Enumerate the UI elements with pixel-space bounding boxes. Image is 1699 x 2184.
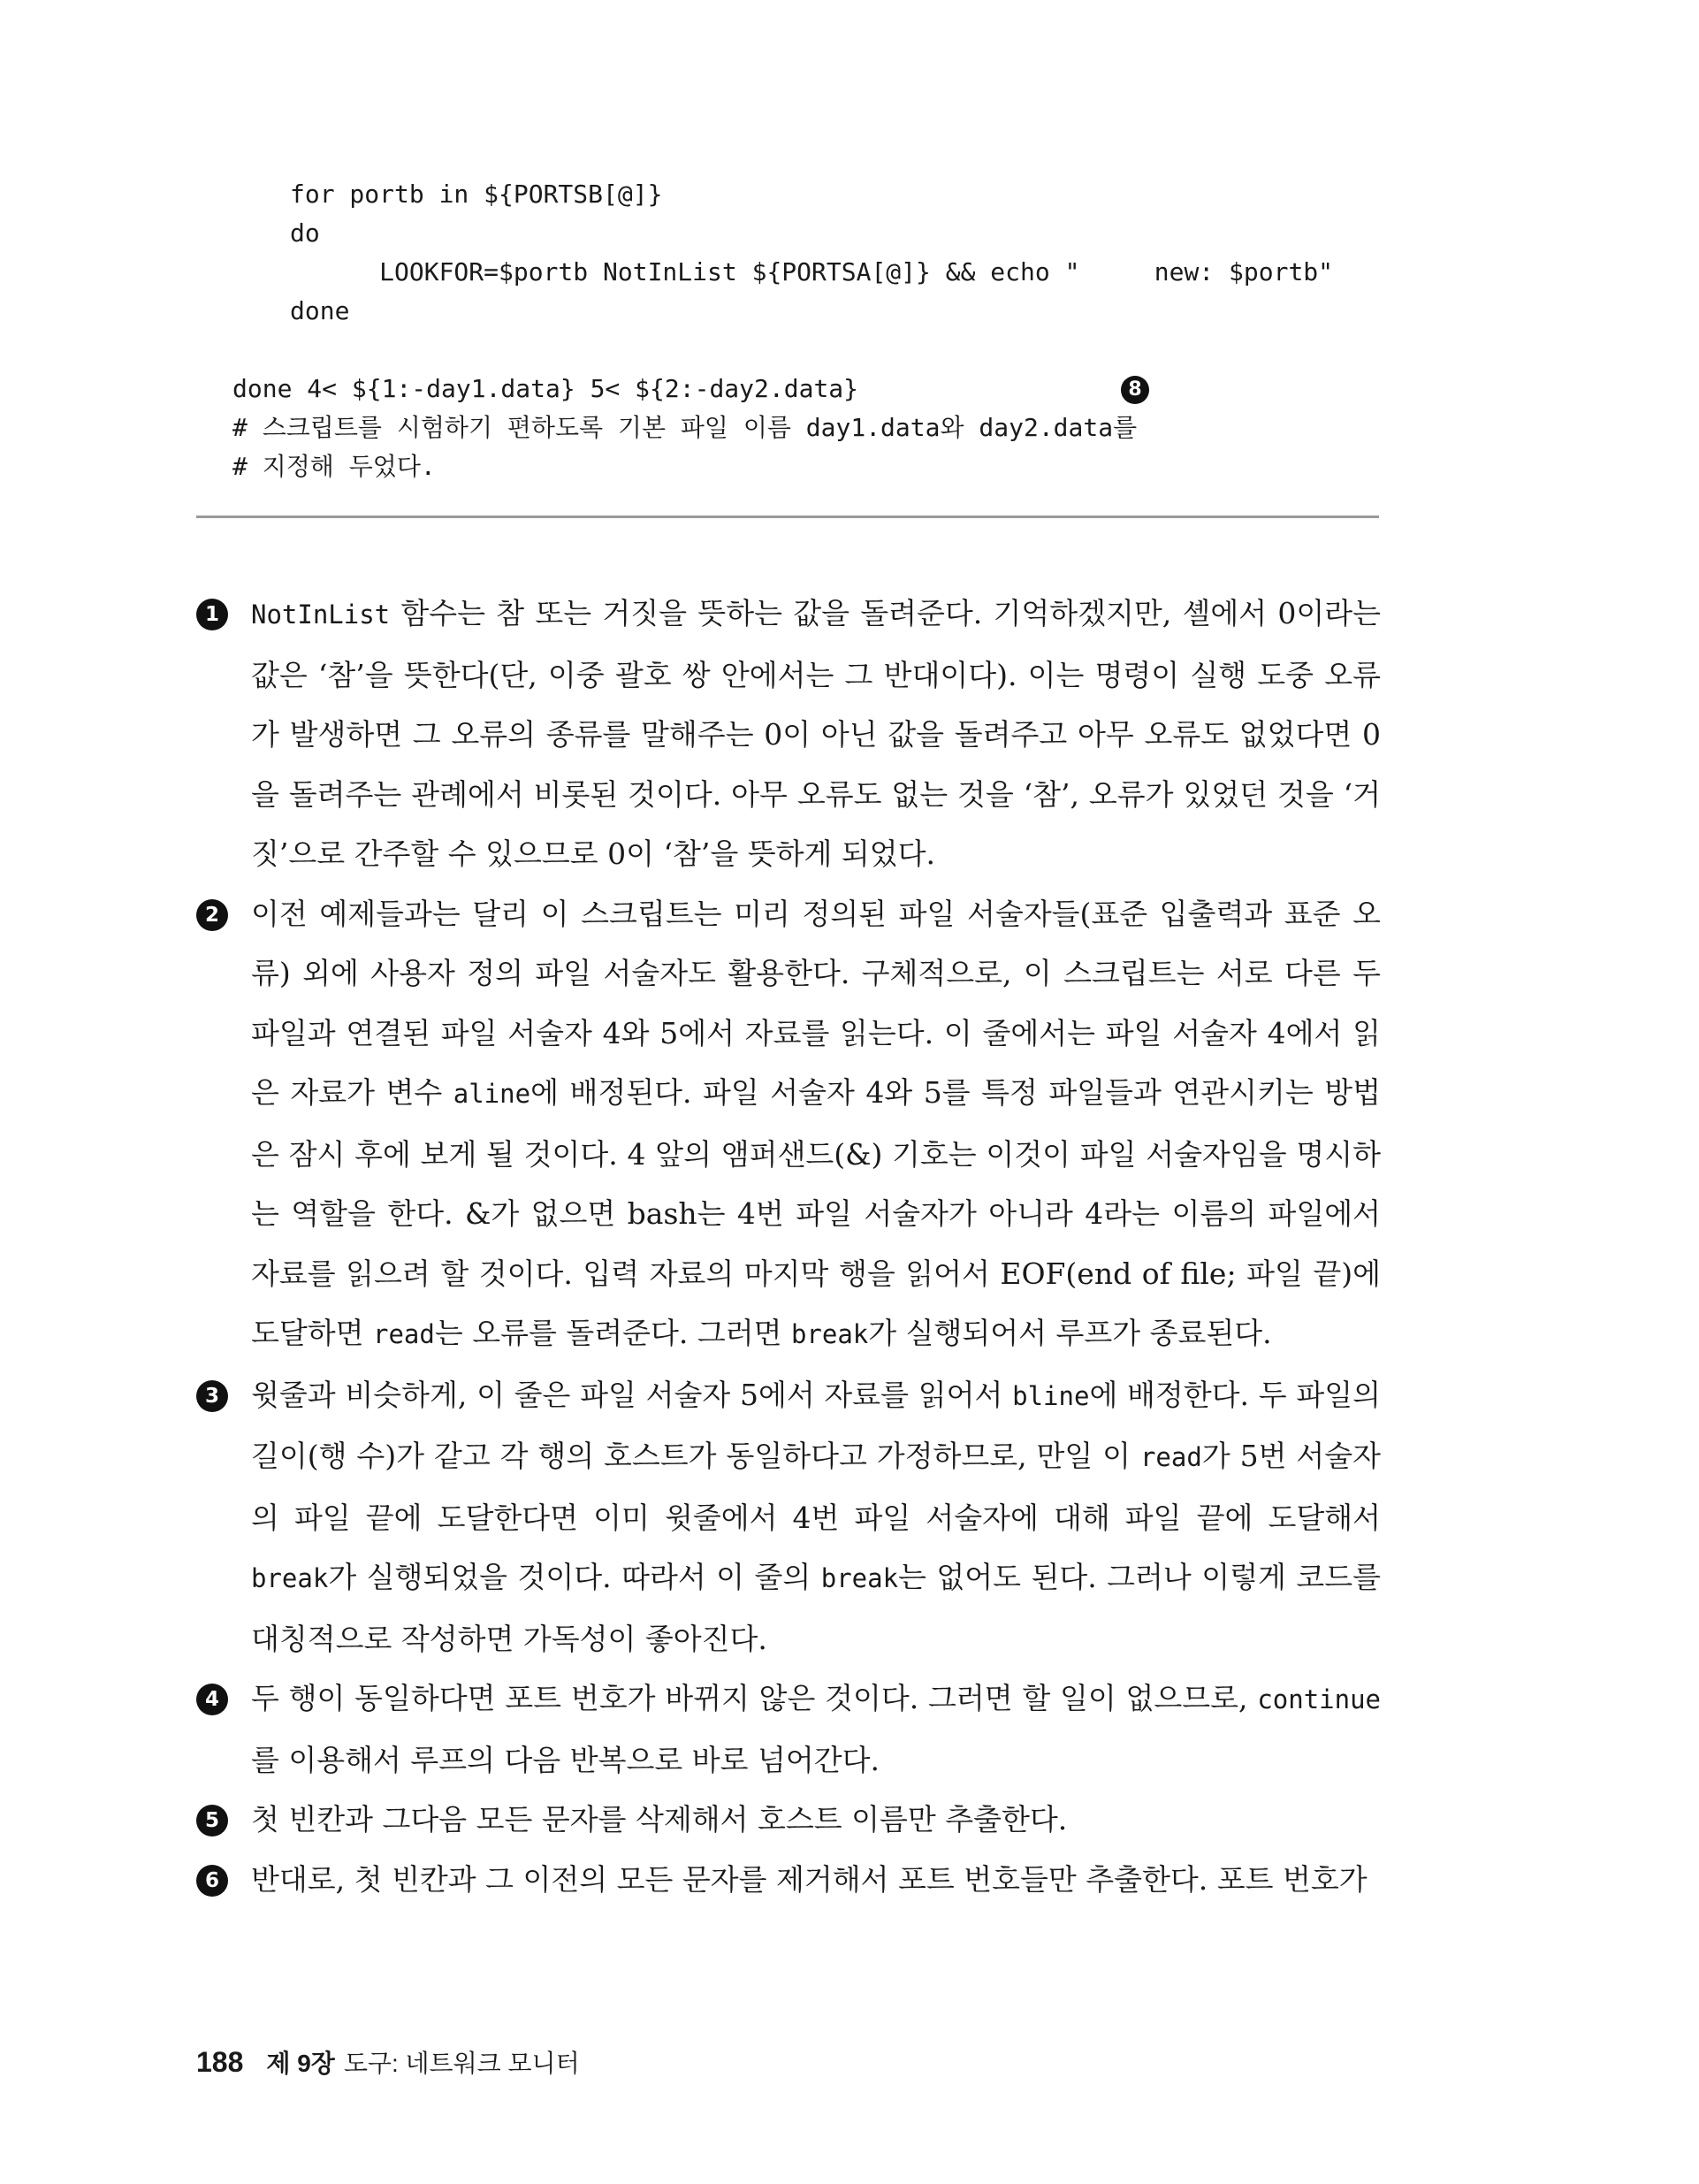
inline-code: bline	[1012, 1380, 1090, 1411]
text-run: 가 5번 서술자의 파일 끝에 도달한다면 이미 윗줄에서 4번 파일 서술자에 대해 파일 끝에 도달해서	[251, 1439, 1382, 1535]
callout-6-icon: 6	[196, 1865, 228, 1897]
annotation-item	[196, 1850, 1381, 1910]
text-run: 두 행이 동일하다면 포트 번호가 바뀌지 않은 것이다. 그러면 할 일이 없으므로,	[251, 1681, 1258, 1715]
annotation-text	[251, 1365, 1381, 1669]
inline-code: read	[1139, 1442, 1202, 1472]
text-run: 이전 예제들과는 달리 이 스크립트는 미리 정의된 파일 서술자들(표준 입출력과 표준 오류) 외에 사용자 정의 파일 서술자도 활용한다. 구체적으로, 이 스크립트는 서로 다른 두 파일과 연결된 파일 서술자 4와 5에서 자료를 읽는다. 이 줄에서는 파일 서술자 4에서 읽은 자료가 변수	[251, 896, 1381, 1110]
annotation-item	[196, 1365, 1381, 1669]
text-run: 윗줄과 비슷하게, 이 줄은 파일 서술자 5에서 자료를 읽어서	[251, 1377, 1013, 1412]
annotation-item	[196, 1669, 1381, 1790]
code-line: for portb in ${PORTSB[@]}	[290, 179, 663, 209]
text-run: 가 실행되었을 것이다. 따라서 이 줄의	[328, 1560, 821, 1594]
callout-4-icon: 4	[196, 1684, 228, 1715]
callout-2-icon: 2	[196, 899, 228, 931]
text-run: 첫 빈칸과 그다음 모든 문자를 삭제해서 호스트 이름만 추출한다.	[251, 1802, 1068, 1837]
callout-8-icon: 8	[1121, 376, 1149, 404]
code-line: do	[290, 218, 320, 248]
annotation-text	[251, 1790, 1381, 1850]
callout-3-icon: 3	[196, 1380, 228, 1412]
code-line	[232, 370, 858, 409]
annotation-list	[196, 584, 1381, 1909]
annotation-text	[251, 584, 1381, 884]
inline-code: continue	[1257, 1684, 1381, 1714]
code-line: done	[290, 296, 350, 325]
code-comment: # 지정해 두었다.	[232, 452, 436, 481]
section-divider	[196, 515, 1379, 518]
inline-code: break	[790, 1319, 869, 1349]
code-line-text: done 4< ${1:-day1.data} 5< ${2:-day2.data}	[232, 374, 859, 403]
page-footer	[196, 2044, 580, 2080]
callout-1-icon: 1	[196, 599, 228, 630]
code-comment: # 스크립트를 시험하기 편하도록 기본 파일 이름 day1.data와 day2.data를	[232, 413, 1138, 442]
text-run: 는 오류를 돌려준다. 그러면	[434, 1316, 791, 1350]
text-run: 에 배정된다. 파일 서술자 4와 5를 특정 파일들과 연관시키는 방법은 잠시 후에 보게 될 것이다. 4 앞의 앰퍼샌드(&) 기호는 이것이 파일 서술자임을 명시하는 역할을 한다. &가 없으면 bash는 4번 파일 서술자가 아니라 4라는 이름의 파일에서 자료를 읽으려 할 것이다. 입력 자료의 마지막 행을 읽어서 EOF(end of file; 파일 끝)에 도달하면	[251, 1075, 1381, 1350]
annotation-item	[196, 584, 1381, 884]
inline-code: break	[820, 1563, 899, 1593]
chapter-title: 도구: 네트워크 모니터	[343, 2050, 580, 2077]
text-run: 가 실행되어서 루프가 종료된다.	[868, 1316, 1272, 1350]
page-number: 188	[196, 2046, 244, 2078]
annotation-text	[251, 1850, 1381, 1910]
annotation-item	[196, 884, 1381, 1365]
text-run: 에 배정한다. 두 파일의 길이(행 수)가 같고 각 행의 호스트가 동일하다고 가정하므로, 만일 이	[251, 1377, 1381, 1473]
callout-5-icon: 5	[196, 1805, 228, 1837]
chapter-label: 제 9장	[266, 2050, 335, 2077]
inline-code: read	[373, 1319, 435, 1349]
code-marker	[1121, 370, 1149, 409]
annotation-text	[251, 1669, 1381, 1790]
text-run: 함수는 참 또는 거짓을 뜻하는 값을 돌려준다. 기억하겠지만, 셸에서 0이라는 값은 ‘참’을 뜻한다(단, 이중 괄호 쌍 안에서는 그 반대이다). 이는 명령이 실행 도중 오류가 발생하면 그 오류의 종류를 말해주는 0이 아닌 값을 돌려주고 아무 오류도 없었다면 0을 돌려주는 관례에서 비롯된 것이다. 아무 오류도 없는 것을 ‘참’, 오류가 있었던 것을 ‘거짓’으로 간주할 수 있으므로 0이 ‘참’을 뜻하게 되었다.	[251, 596, 1381, 871]
annotation-item	[196, 1790, 1381, 1850]
inline-code: aline	[453, 1079, 531, 1109]
code-line: LOOKFOR=$portb NotInList ${PORTSA[@]} && echo " new: $portb"	[290, 257, 1334, 286]
inline-code: break	[251, 1563, 329, 1593]
annotation-text	[251, 884, 1381, 1365]
text-run: 는 없어도 된다. 그러나 이렇게 코드를 대칭적으로 작성하면 가독성이 좋아진다.	[251, 1560, 1381, 1656]
text-run: 반대로, 첫 빈칸과 그 이전의 모든 문자를 제거해서 포트 번호들만 추출한다. 포트 번호가	[251, 1861, 1368, 1897]
text-run: 를 이용해서 루프의 다음 반복으로 바로 넘어간다.	[251, 1742, 880, 1777]
inline-code: NotInList	[251, 599, 391, 630]
